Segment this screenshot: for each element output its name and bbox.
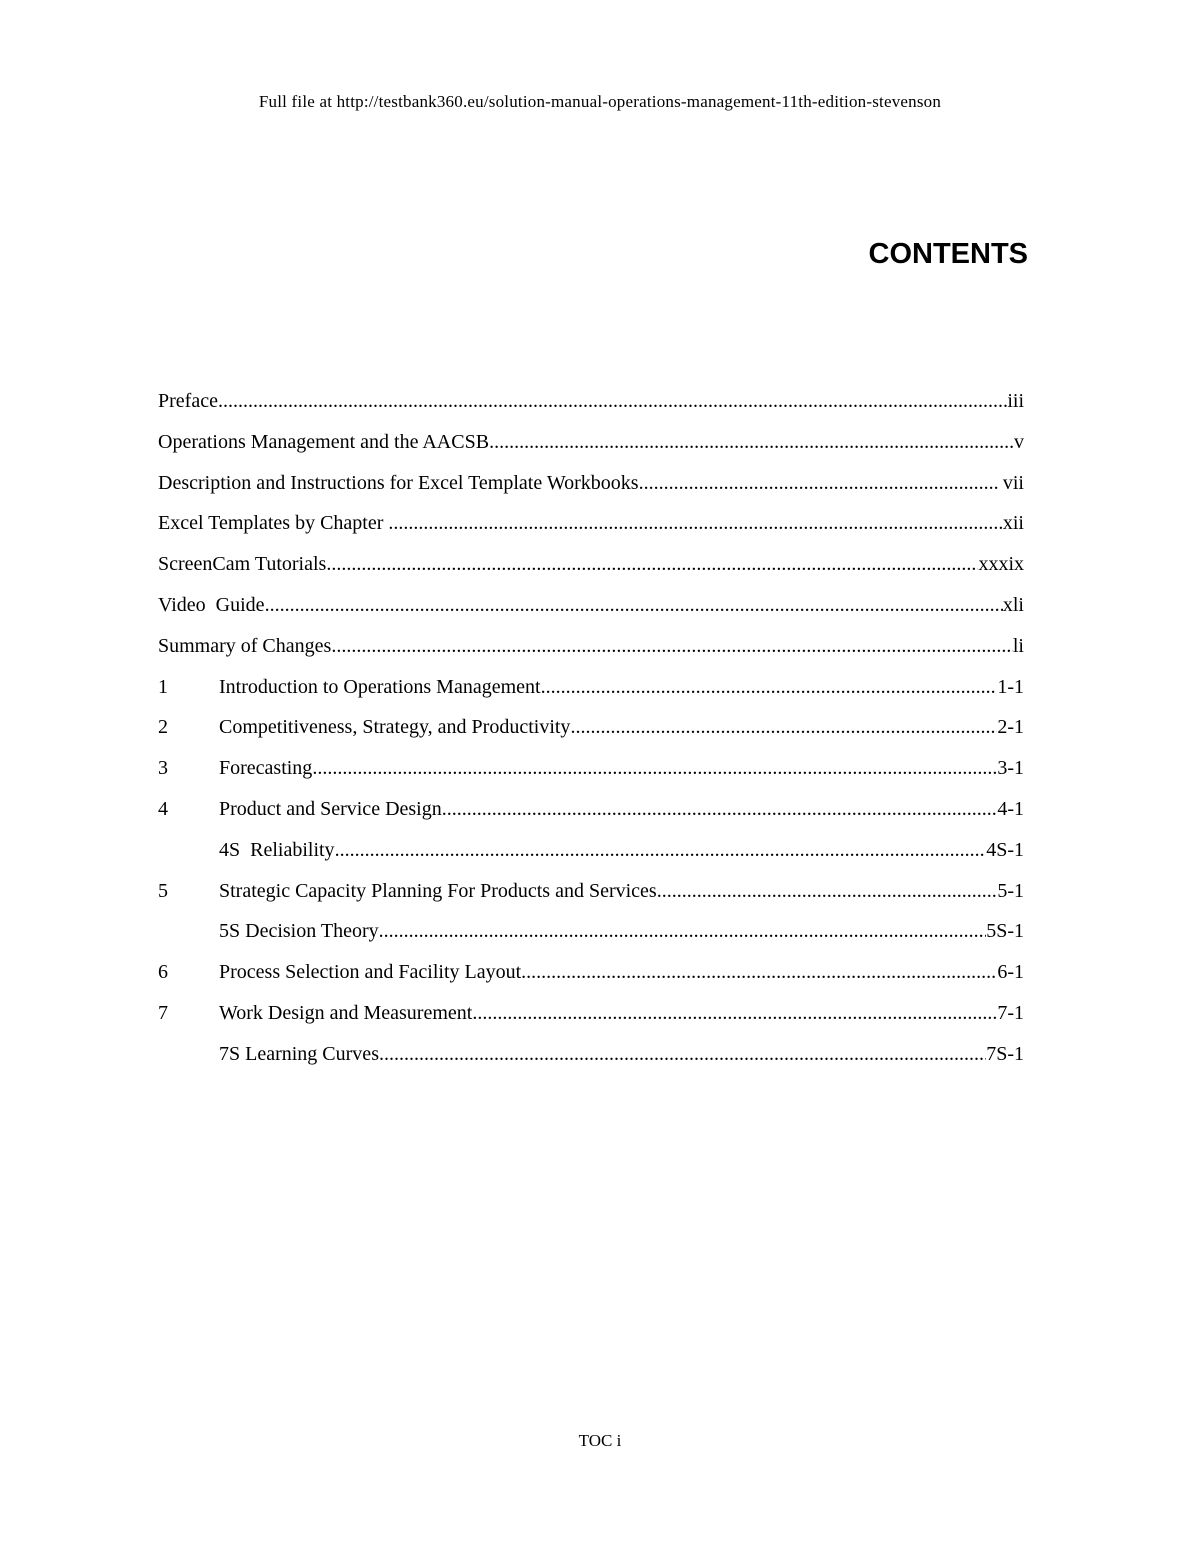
toc-entry	[158, 716, 1024, 746]
toc-chapter-number: 2	[158, 716, 168, 739]
toc-entry	[158, 676, 1024, 706]
toc-entry-title: Operations Management and the AACSB	[158, 430, 490, 453]
toc-chapter-number: 6	[158, 961, 168, 984]
toc-dot-leader	[379, 1043, 986, 1066]
toc-entry-title: 5S Decision Theory	[219, 920, 379, 943]
toc-dot-leader	[442, 798, 998, 821]
toc-page-number: 4S-1	[986, 838, 1024, 861]
toc-entry	[158, 1002, 1024, 1032]
toc-entry	[158, 798, 1024, 828]
toc-dot-leader	[541, 676, 998, 699]
toc-entry	[158, 635, 1024, 665]
toc-entry-title: ScreenCam Tutorials	[158, 553, 327, 576]
toc-entry	[158, 1043, 1024, 1073]
toc-page-number: 7-1	[997, 1002, 1024, 1024]
toc-entry-title: Summary of Changes	[158, 634, 332, 657]
toc-dot-leader	[489, 431, 1014, 454]
toc-page-number: li	[1012, 634, 1024, 657]
toc-page-number: 7S-1	[986, 1042, 1024, 1065]
toc-dot-leader	[379, 920, 987, 943]
toc-dot-leader	[335, 839, 987, 862]
toc-entry-title: Competitiveness, Strategy, and Productivity	[219, 716, 571, 739]
toc-dot-leader	[472, 1002, 997, 1025]
toc-page-number: xxxix	[978, 553, 1024, 576]
toc-entry-title: 4S Reliability	[219, 838, 335, 861]
toc-entry-title: Process Selection and Facility Layout	[219, 961, 522, 984]
toc-dot-leader	[218, 390, 1007, 413]
toc-entry-title: Video Guide	[158, 594, 265, 616]
toc-entry-title: Product and Service Design	[219, 798, 442, 820]
toc-dot-leader	[331, 635, 1013, 658]
contents-heading: CONTENTS	[868, 238, 1028, 270]
toc-page-number: 6-1	[997, 961, 1024, 984]
toc-entry-title: Preface	[158, 390, 218, 412]
toc-page-number: v	[1014, 430, 1024, 453]
toc-dot-leader	[570, 716, 997, 739]
toc-page-number: iii	[1007, 390, 1024, 412]
toc-entry-title: Excel Templates by Chapter	[158, 512, 389, 535]
toc-entry-title: Forecasting	[219, 757, 313, 780]
toc-chapter-number: 7	[158, 1002, 168, 1024]
toc-entry-title: Introduction to Operations Management	[219, 675, 541, 698]
toc-entry-title: 7S Learning Curves	[219, 1042, 379, 1065]
toc-entry	[158, 757, 1024, 787]
toc-dot-leader	[639, 472, 998, 495]
toc-entry	[158, 472, 1024, 502]
toc-chapter-number: 4	[158, 798, 168, 820]
toc-page-number: 5S-1	[986, 920, 1024, 943]
toc-chapter-number: 3	[158, 757, 168, 780]
toc-entry	[158, 880, 1024, 910]
toc-entry	[158, 920, 1024, 950]
toc-dot-leader	[657, 880, 998, 903]
toc-dot-leader	[326, 553, 978, 576]
toc-page-number: 3-1	[997, 757, 1024, 780]
toc-entry-title: Work Design and Measurement	[219, 1002, 473, 1024]
toc-entry	[158, 961, 1024, 991]
toc-entry	[158, 431, 1024, 461]
page-footer: TOC i	[578, 1431, 622, 1450]
toc-page-number: 5-1	[997, 879, 1024, 902]
toc-entry	[158, 390, 1024, 420]
toc-dot-leader	[265, 594, 1003, 617]
toc-dot-leader	[388, 512, 1002, 535]
toc-entry-title: Strategic Capacity Planning For Products and Services	[219, 879, 657, 902]
toc-entry	[158, 839, 1024, 869]
toc-page-number: 4-1	[997, 798, 1024, 820]
toc-chapter-number: 5	[158, 879, 168, 902]
toc-page-number: 2-1	[997, 716, 1024, 739]
toc-dot-leader	[312, 757, 997, 780]
toc-page-number: xii	[1002, 512, 1024, 535]
toc-entry-title: Description and Instructions for Excel Template Workbooks	[158, 471, 639, 494]
toc-entry	[158, 553, 1024, 583]
toc-entry	[158, 512, 1024, 542]
toc-chapter-number: 1	[158, 675, 168, 698]
page-header-url: Full file at http://testbank360.eu/solution-manual-operations-management-11th-edition-stevenson	[258, 92, 942, 111]
toc-page-number: vii	[997, 471, 1024, 494]
toc-entry	[158, 594, 1024, 624]
toc-page-number: 1-1	[997, 675, 1024, 698]
toc-dot-leader	[521, 961, 997, 984]
toc-page-number: xli	[1002, 594, 1024, 616]
